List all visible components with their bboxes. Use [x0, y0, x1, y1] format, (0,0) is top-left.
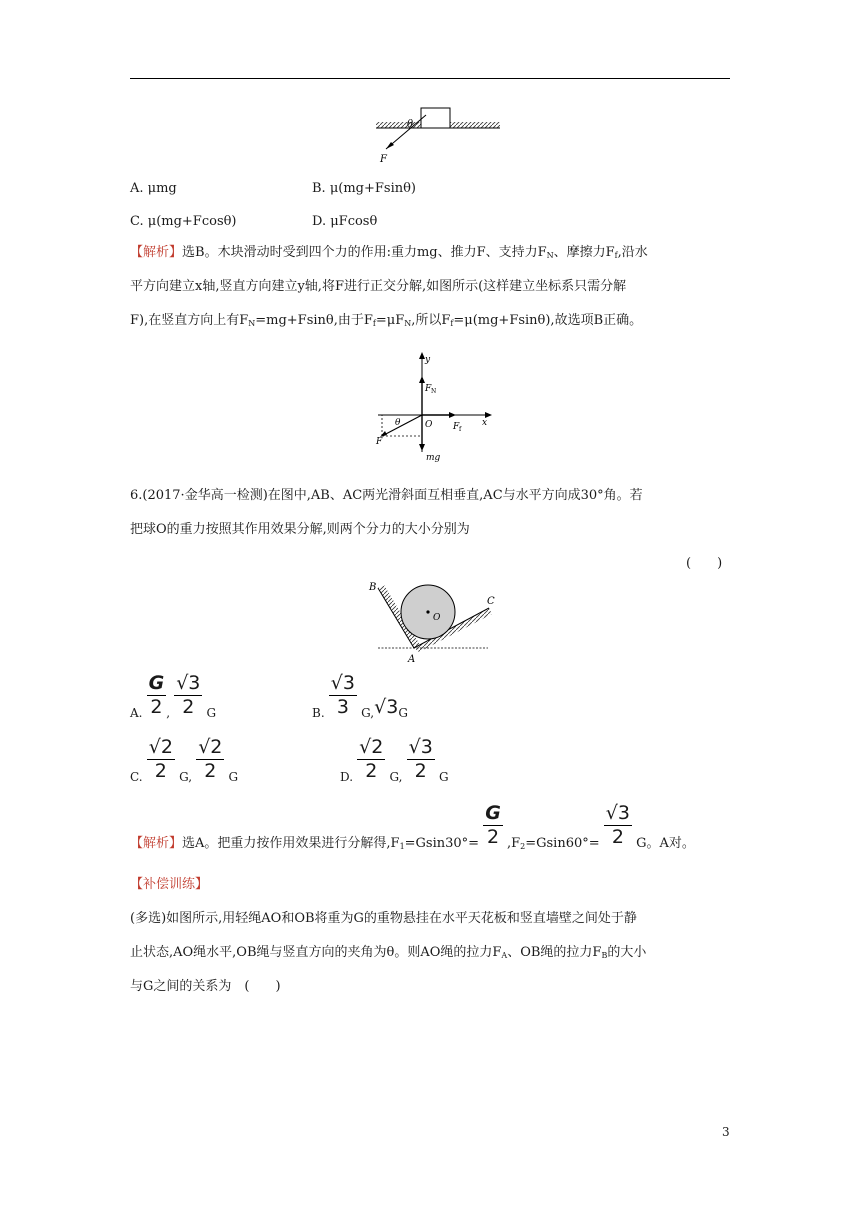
q5-analysis-line3: F),在竖直方向上有$F_N=mg+Fsin\theta$,由于$F_f=\mu F_N$,所以$F_f=\mu(mg+Fsin\theta)$,故选项B正确。	[130, 313, 643, 328]
svg-text:C: C	[487, 596, 495, 607]
q5-analysis-line1: 【解析】选B。木块滑动时受到四个力的作用:重力mg、推力F、支持力$F_N$、摩擦力$F_f$,沿水	[130, 245, 648, 260]
q5-option-a[interactable]: A. μmg	[130, 181, 177, 196]
page-number: 3	[722, 1125, 730, 1139]
q6-stem-line2: 把球O的重力按照其作用效果分解,则两个分力的大小分别为	[130, 522, 470, 537]
force-decomposition-figure	[370, 348, 498, 466]
svg-text:x: x	[482, 418, 488, 428]
svg-text:F: F	[453, 422, 460, 432]
block-force-figure	[372, 105, 504, 167]
q6-option-c[interactable]: C. $\frac{√2}{2}$ G, $\frac{√2}{2}$ G	[130, 736, 239, 784]
q6-analysis: 【解析】选A。把重力按作用效果进行分解得$,F_1=Gsin30^\circ=$ $\frac{G}{2}$ $,F_2=Gsin60^\circ=$ $\frac{√3}{2}$ G。A对。	[130, 802, 695, 851]
svg-text:O: O	[425, 420, 433, 430]
q5-analysis-line2: 平方向建立x轴,竖直方向建立y轴,将F进行正交分解,如图所示(这样建立坐标系只需分解	[130, 279, 627, 294]
q6-stem-line1: 6.(2017·金华高一检测)在图中,AB、AC两光滑斜面互相垂直,AC与水平方向成30°角。若	[130, 488, 643, 503]
svg-text:θ: θ	[395, 418, 401, 428]
svg-text:y: y	[425, 355, 431, 365]
q6-option-b[interactable]: B. $\frac{√3}{3}$ G,√3G	[312, 672, 408, 720]
q5-option-c[interactable]: C. μ(mg+Fcosθ)	[130, 214, 237, 229]
force-label: F	[380, 154, 387, 165]
supplement-line2: 止状态,AO绳水平,OB绳与竖直方向的夹角为θ。则AO绳的拉力$F_A$、OB绳的拉力$F_B$的大小	[130, 945, 647, 960]
header-rule	[130, 78, 730, 79]
q5-option-b[interactable]: B. μ(mg+Fsinθ)	[312, 181, 416, 196]
q6-option-a[interactable]: A. $\frac{G}{2}$ , $\frac{√3}{2}$ G	[130, 672, 217, 720]
svg-text:F: F	[376, 437, 383, 447]
ball-inclines-figure	[364, 578, 500, 666]
supplement-line1: (多选)如图所示,用轻绳AO和OB将重为G的重物悬挂在水平天花板和竖直墙壁之间处于静	[130, 911, 637, 926]
q5-option-d[interactable]: D. μFcosθ	[312, 214, 378, 229]
svg-text:N: N	[431, 388, 437, 395]
svg-text:mg: mg	[426, 453, 441, 463]
svg-text:B: B	[369, 582, 377, 593]
q6-answer-blank: ( )	[686, 556, 723, 571]
svg-text:O: O	[433, 613, 441, 623]
svg-text:F: F	[425, 384, 432, 394]
supplement-line3: 与G之间的关系为 ( )	[130, 979, 281, 994]
theta-label: θ	[407, 119, 414, 130]
svg-text:A: A	[408, 654, 416, 665]
q6-option-d[interactable]: D. $\frac{√2}{2}$ G, $\frac{√3}{2}$ G	[340, 736, 449, 784]
analysis-tag: 【解析】	[130, 245, 183, 260]
supplement-title: 【补偿训练】	[130, 877, 209, 892]
svg-text:f: f	[459, 426, 462, 433]
